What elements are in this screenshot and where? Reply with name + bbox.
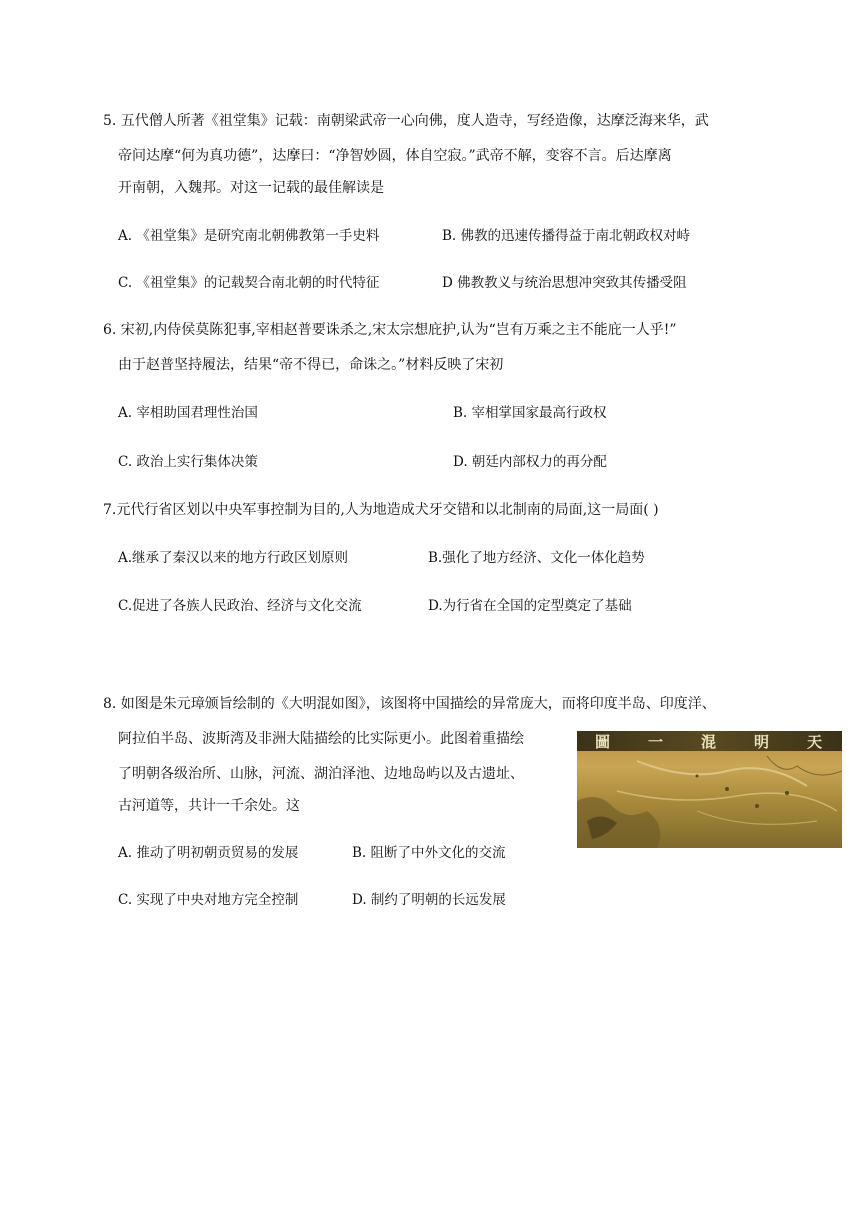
map-title (577, 732, 842, 750)
q8-stem-line-1: 8. 如图是朱元璋颁旨绘制的《大明混如图》，该图将中国描绘的异常庞大，而将印度半岛、印度洋、 (103, 696, 716, 712)
map-title-char: 圖 (594, 732, 612, 751)
q6-option-a: A. 宰相助国君理性治国 (118, 405, 258, 421)
map-title-char: 一 (647, 732, 665, 751)
q6-stem-line-2: 由于赵普坚持履法，结果“帝不得已，命诛之。”材料反映了宋初 (118, 357, 504, 373)
q7-option-d: D.为行省在全国的定型奠定了基础 (428, 598, 632, 614)
q6-option-b: B. 宰相掌国家最高行政权 (453, 405, 607, 421)
map-title-char: 混 (700, 732, 718, 751)
q8-stem-line-2: 阿拉伯半岛、波斯湾及非洲大陆描绘的比实际更小。此图着重描绘 (118, 731, 524, 747)
q5-option-a: A. 《祖堂集》是研究南北朝佛教第一手史料 (118, 228, 380, 244)
q6-option-c: C. 政治上实行集体决策 (118, 454, 258, 470)
q5-stem-line-1: 5. 五代僧人所著《祖堂集》记载：南朝梁武帝一心向佛，度人造寺，写经造像，达摩泛海来华，武 (103, 113, 709, 129)
q8-option-a: A. 推动了明初朝贡贸易的发展 (118, 845, 299, 861)
q8-stem-line-3: 了明朝各级治所、山脉，河流、湖泊泽池、边地岛屿以及古遗址、 (118, 766, 524, 782)
map-terrain (577, 751, 842, 848)
q7-option-c: C.促进了各族人民政治、经济与文化交流 (118, 598, 362, 614)
q5-stem-line-2: 帝问达摩“何为真功德”，达摩曰：“净智妙圆，体自空寂。”武帝不解，变容不言。后达摩离 (118, 148, 672, 164)
q7-stem-line-1: 7.元代行省区划以中央军事控制为目的,人为地造成犬牙交错和以北制南的局面,这一局面( ) (103, 502, 659, 518)
q8-option-c: C. 实现了中央对地方完全控制 (118, 892, 299, 908)
q7-option-a: A.继承了秦汉以来的地方行政区划原则 (118, 550, 349, 566)
map-title-char: 明 (753, 732, 771, 751)
da-ming-hun-yi-tu-map-image (577, 731, 842, 848)
map-title-char: 天 (806, 732, 824, 751)
q8-option-d: D. 制约了明朝的长远发展 (352, 892, 506, 908)
q8-option-b: B. 阻断了中外文化的交流 (352, 845, 506, 861)
q6-stem-line-1: 6. 宋初,内侍侯莫陈犯事,宰相赵普要诛杀之,宋太宗想庇护,认为“岂有万乘之主不能庇一人乎!” (103, 322, 677, 338)
q5-stem-line-3: 开南朝，入魏邦。对这一记载的最佳解读是 (118, 180, 384, 196)
q5-option-b: B. 佛教的迅速传播得益于南北朝政权对峙 (442, 228, 691, 244)
q5-option-c: C. 《祖堂集》的记载契合南北朝的时代特征 (118, 275, 380, 291)
q6-option-d: D. 朝廷内部权力的再分配 (453, 454, 607, 470)
q8-stem-line-4: 古河道等，共计一千余处。这 (118, 798, 300, 814)
q7-option-b: B.强化了地方经济、文化一体化趋势 (428, 550, 645, 566)
q5-option-d: D 佛教教义与统治思想冲突致其传播受阻 (442, 275, 687, 291)
